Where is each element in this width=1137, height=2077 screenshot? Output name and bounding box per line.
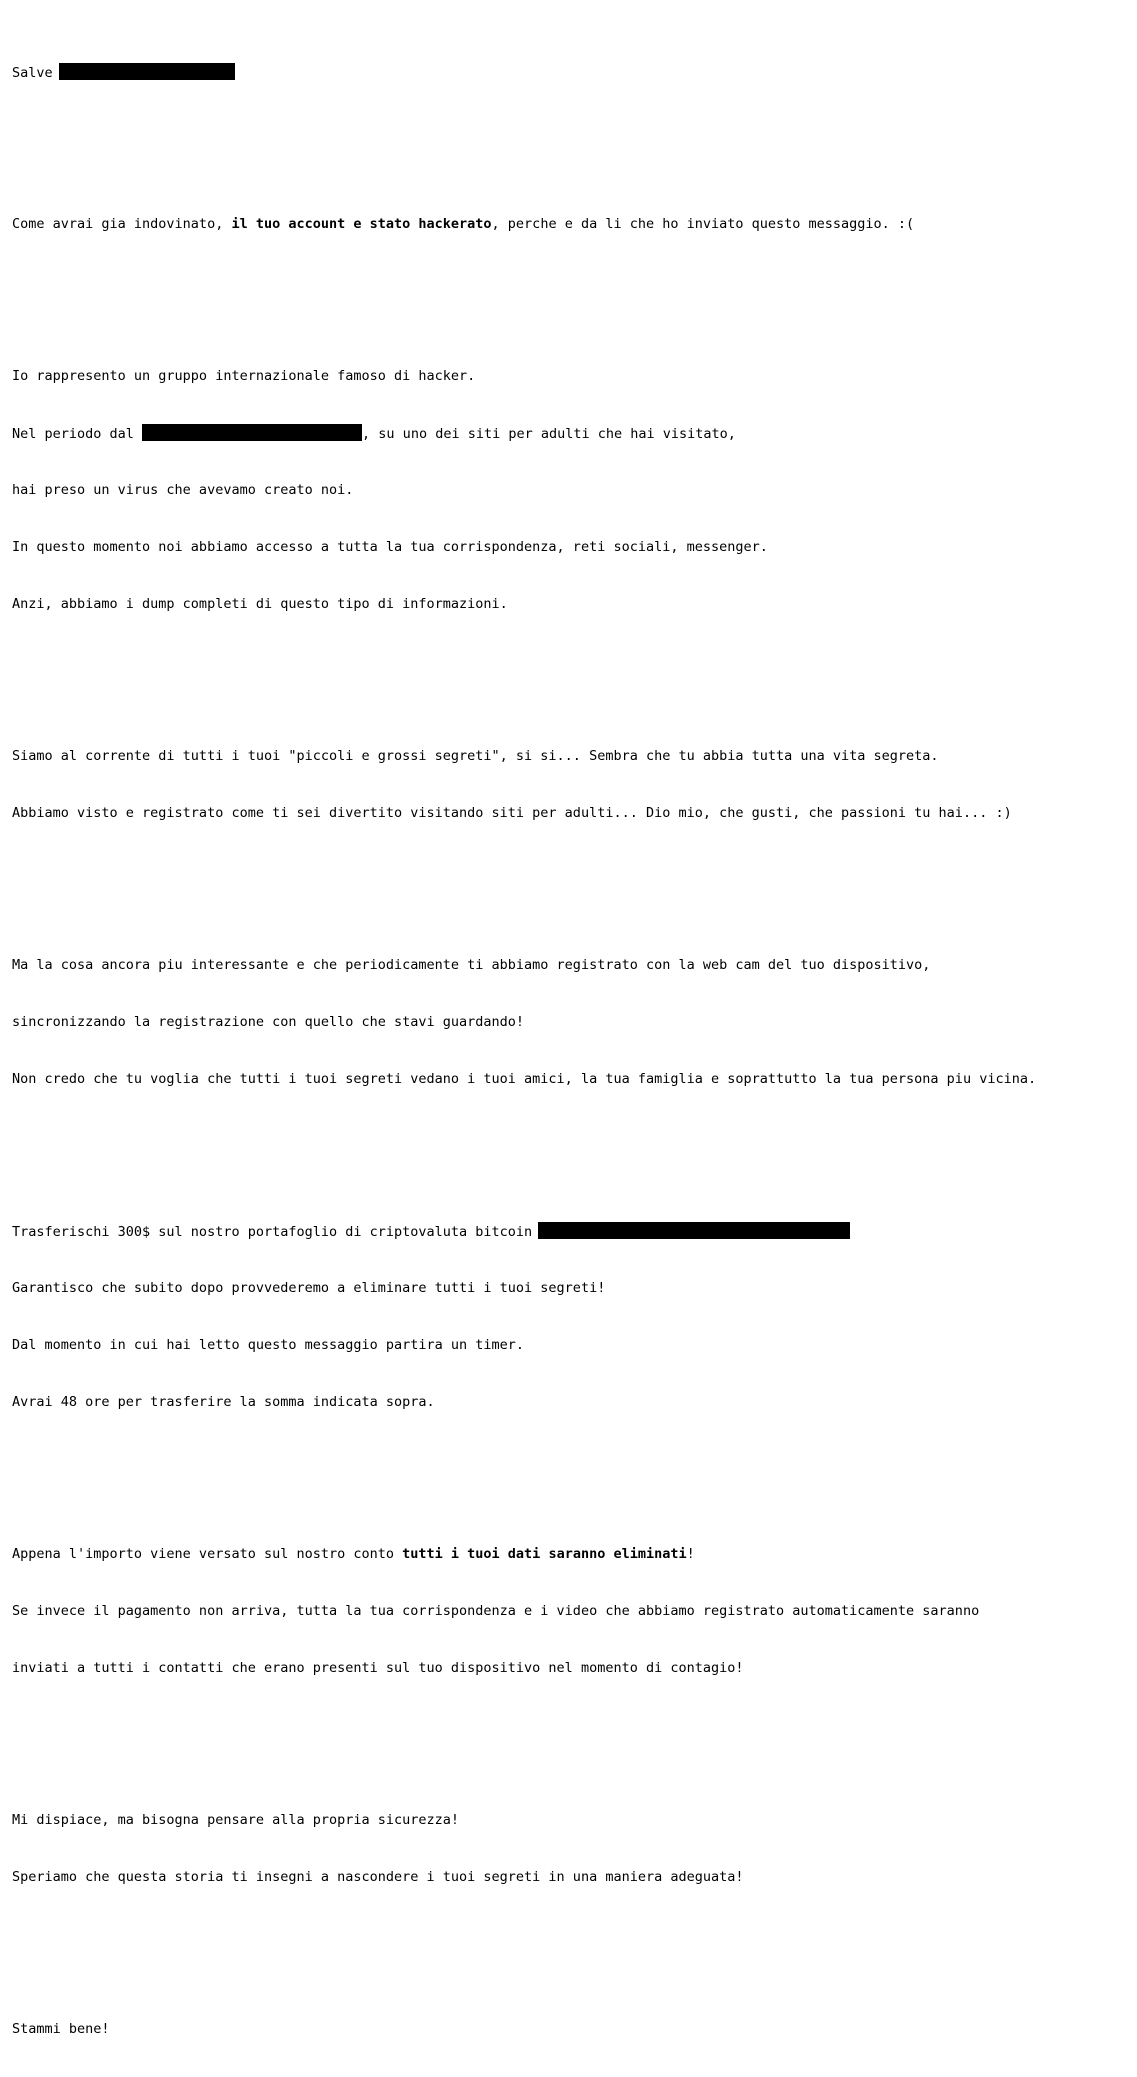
payment-line — [12, 1222, 1132, 1241]
deletion-post: ! — [686, 1546, 695, 1562]
paragraph-line: Mi dispiace, ma bisogna pensare alla propria sicurezza! — [12, 1812, 460, 1828]
spacer — [12, 671, 1132, 690]
redacted-period — [142, 424, 362, 441]
paragraph-line: Abbiamo visto e registrato come ti sei divertito visitando siti per adulti... Dio mio, che gusti, che passioni tu hai... :) — [12, 805, 1012, 821]
closing-line: Stammi bene! — [12, 2021, 110, 2037]
paragraph-line — [12, 1545, 1132, 1564]
deletion-bold: tutti i tuoi dati saranno eliminati — [402, 1546, 687, 1562]
paragraph-line: Ma la cosa ancora piu interessante e che periodicamente ti abbiamo registrato con la web cam del tuo dispositivo, — [12, 957, 931, 973]
paragraph-line: Anzi, abbiamo i dump completi di questo tipo di informazioni. — [12, 596, 508, 612]
intro-bold: il tuo account e stato hackerato — [231, 216, 492, 232]
paragraph-line: inviati a tutti i contatti che erano presenti sul tuo dispositivo nel momento di contagio! — [12, 1660, 744, 1676]
paragraph-line: Non credo che tu voglia che tutti i tuoi segreti vedano i tuoi amici, la tua famiglia e soprattutto la tua persona piu vicina. — [12, 1071, 1037, 1087]
period-label: Nel periodo dal — [12, 426, 143, 442]
redacted-recipient-name — [59, 63, 235, 80]
spacer — [12, 1735, 1132, 1754]
spacer — [12, 880, 1132, 899]
paragraph-line: Garantisco che subito dopo provvederemo a eliminare tutti i tuoi segreti! — [12, 1280, 606, 1296]
spacer — [12, 1146, 1132, 1165]
redacted-bitcoin-wallet — [538, 1222, 850, 1239]
paragraph-line: Speriamo che questa storia ti insegni a nascondere i tuoi segreti in una maniera adeguata! — [12, 1869, 744, 1885]
spacer — [12, 291, 1132, 310]
paragraph-line: hai preso un virus che avevamo creato noi. — [12, 482, 354, 498]
intro-pre: Come avrai gia indovinato, — [12, 216, 232, 232]
paragraph-line: In questo momento noi abbiamo accesso a tutta la tua corrispondenza, reti sociali, messenger. — [12, 539, 768, 555]
intro-line — [12, 215, 1132, 234]
paragraph-line: Avrai 48 ore per trasferire la somma indicata sopra. — [12, 1394, 435, 1410]
paragraph-line: Siamo al corrente di tutti i tuoi "piccoli e grossi segreti", si si... Sembra che tu abbia tutta una vita segreta. — [12, 748, 939, 764]
paragraph-line — [12, 424, 1132, 443]
spacer — [12, 1469, 1132, 1488]
period-suffix: , su uno dei siti per adulti che hai visitato, — [362, 426, 736, 442]
intro-post: , perche e da li che ho inviato questo messaggio. :( — [491, 216, 915, 232]
paragraph-line: Io rappresento un gruppo internazionale famoso di hacker. — [12, 368, 476, 384]
spacer — [12, 139, 1132, 158]
deletion-pre: Appena l'importo viene versato sul nostro conto — [12, 1546, 403, 1562]
greeting-text: Salve — [12, 65, 53, 81]
paragraph-line: Se invece il pagamento non arriva, tutta la tua corrispondenza e i video che abbiamo registrato automaticamente saranno — [12, 1603, 980, 1619]
payment-text: Trasferischi 300$ sul nostro portafoglio di criptovaluta bitcoin — [12, 1224, 533, 1240]
greeting-line — [12, 63, 1132, 82]
spacer — [12, 1944, 1132, 1963]
paragraph-line: sincronizzando la registrazione con quello che stavi guardando! — [12, 1014, 525, 1030]
email-body — [12, 6, 1132, 2077]
paragraph-line: Dal momento in cui hai letto questo messaggio partira un timer. — [12, 1337, 525, 1353]
